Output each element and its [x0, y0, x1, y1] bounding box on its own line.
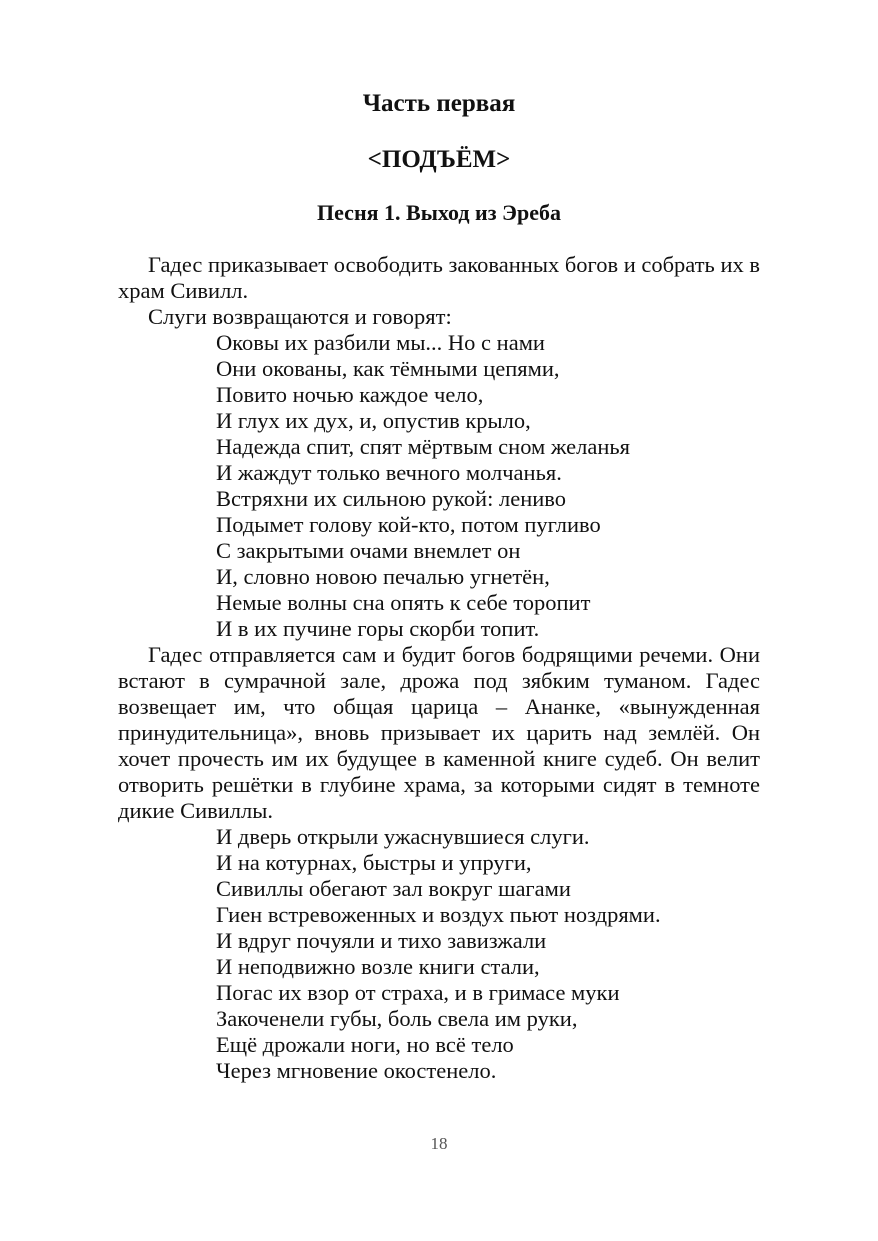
verse-line: Закоченели губы, боль свела им руки,: [216, 1006, 578, 1031]
verse-line: Они окованы, как тёмными цепями,: [216, 356, 560, 381]
verse-line: Встряхни их сильною рукой: лениво: [216, 486, 566, 511]
verse-line: Повито ночью каждое чело,: [216, 382, 484, 407]
main-text: [118, 252, 760, 1084]
page-number: 18: [430, 1134, 448, 1153]
verse-line: Ещё дрожали ноги, но всё тело: [216, 1032, 514, 1057]
verse-line: И дверь открыли ужаснувшиеся слуги.: [216, 824, 590, 849]
verse-line: И в их пучине горы скорби топит.: [216, 616, 540, 641]
verse-line: И неподвижно возле книги стали,: [216, 954, 540, 979]
paragraph-2: Слуги возвращаются и говорят:: [148, 304, 452, 329]
verse-line: Надежда спит, спят мёртвым сном желанья: [216, 434, 630, 459]
verse-block-1: [118, 330, 760, 642]
verse-line: Оковы их разбили мы... Но с нами: [216, 330, 545, 355]
section-title: <ПОДЪЁМ>: [367, 146, 511, 173]
verse-line: Подымет голову кой-кто, потом пугливо: [216, 512, 601, 537]
part-title: Часть первая: [362, 90, 516, 117]
verse-line: Через мгновение окостенело.: [216, 1058, 497, 1083]
paragraph-1: Гадес приказывает освободить закованных богов и собрать их в храм Сивилл.: [118, 252, 760, 303]
paragraph-3: Гадес отправляется сам и будит богов бодрящими речеми. Они встают в сумрачной зале, дрожа под зябким туманом. Гадес возвещает им, что общая царица – Ананке, «вынужденная принудительница», вновь призывает их царить над землёй. Он хочет прочесть им их будущее в каменной книге судеб. Он велит отворить решётки в глубине храма, за которыми сидят в темноте дикие Сивиллы.: [118, 642, 760, 823]
verse-line: Погас их взор от страха, и в гримасе муки: [216, 980, 620, 1005]
song-title: Песня 1. Выход из Эреба: [317, 200, 561, 225]
verse-line: И, словно новою печалью угнетён,: [216, 564, 550, 589]
verse-line: Немые волны сна опять к себе торопит: [216, 590, 591, 615]
verse-line: С закрытыми очами внемлет он: [216, 538, 521, 563]
verse-line: И вдруг почуяли и тихо завизжали: [216, 928, 547, 953]
verse-line: И на котурнах, быстры и упруги,: [216, 850, 532, 875]
verse-line: И глух их дух, и, опустив крыло,: [216, 408, 531, 433]
verse-line: И жаждут только вечного молчанья.: [216, 460, 562, 485]
verse-line: Сивиллы обегают зал вокруг шагами: [216, 876, 571, 901]
verse-line: Гиен встревоженных и воздух пьют ноздрями.: [216, 902, 661, 927]
verse-block-2: [118, 824, 760, 1084]
